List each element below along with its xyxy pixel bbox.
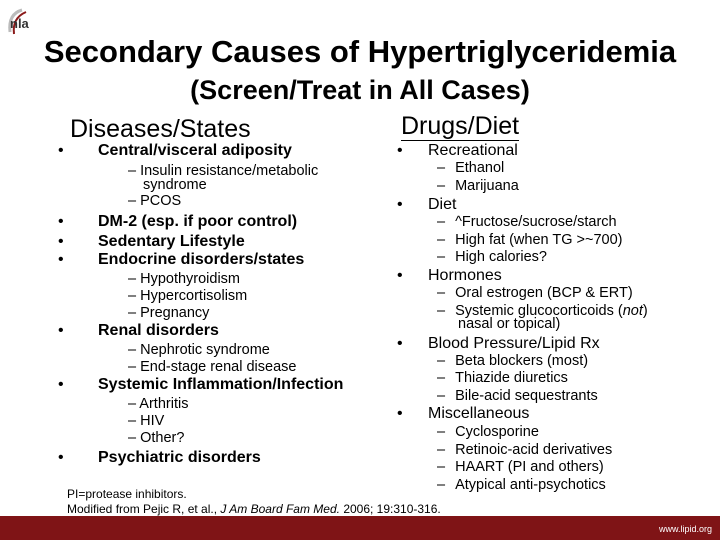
sub-hiv: – HIV [128,413,165,429]
sub-cyclosporine: – Cyclosporine [437,424,539,440]
sub-insulin: – Insulin resistance/metabolic [128,163,319,179]
right-heading-text: Drugs/Diet [401,112,520,140]
sub-retinoic: – Retinoic-acid derivatives [437,442,613,458]
sub-other: – Other? [128,430,185,446]
sub-nephrotic: – Nephrotic syndrome [128,342,270,358]
sub-haart: – HAART (PI and others) [437,459,604,475]
sub-arthritis: – Arthritis [128,396,189,412]
left-column-heading: Diseases/States [70,115,251,143]
nla-logo [4,4,38,38]
footer-bar [0,516,720,540]
slide-subtitle: (Screen/Treat in All Cases) [190,75,530,105]
sub-esrd: – End-stage renal disease [128,359,297,375]
sub-hypercortisolism: – Hypercortisolism [128,288,248,304]
footnote-citation: Modified from Pejic R, et al., J Am Board Fam Med. 2006; 19:310-316. [67,502,441,516]
sub-marijuana: – Marijuana [437,178,519,194]
slide-title: Secondary Causes of Hypertriglyceridemia [43,34,677,69]
sub-ethanol: – Ethanol [437,160,505,176]
bullet-adiposity-label: Central/visceral adiposity [98,142,292,159]
sub-calories: – High calories? [437,249,547,265]
sub-fructose: – ^Fructose/sucrose/starch [437,214,617,230]
footnote-abbrev: PI=protease inhibitors. [67,487,187,501]
sub-atypical: – Atypical anti-psychotics [437,477,606,493]
sub-estrogen: – Oral estrogen (BCP & ERT) [437,285,633,301]
sub-hypothyroidism: – Hypothyroidism [128,271,241,287]
sub-beta: – Beta blockers (most) [437,353,589,369]
right-column-heading [401,112,519,141]
sub-bile: – Bile-acid sequestrants [437,388,598,404]
sub-pcos: – PCOS [128,193,182,209]
sub-glucocorticoids-cont: nasal or topical) [458,316,561,332]
sub-glucocorticoids: – Systemic glucocorticoids (not) [437,303,648,319]
sub-insulin-cont: syndrome [143,177,207,193]
sub-pregnancy: – Pregnancy [128,305,210,321]
sub-thiazide: – Thiazide diuretics [437,370,568,386]
bullet-dot: • [58,142,64,159]
sub-highfat: – High fat (when TG >~700) [437,232,623,248]
footer-url[interactable]: www.lipid.org [658,524,712,534]
logo-text: nla [10,16,29,31]
